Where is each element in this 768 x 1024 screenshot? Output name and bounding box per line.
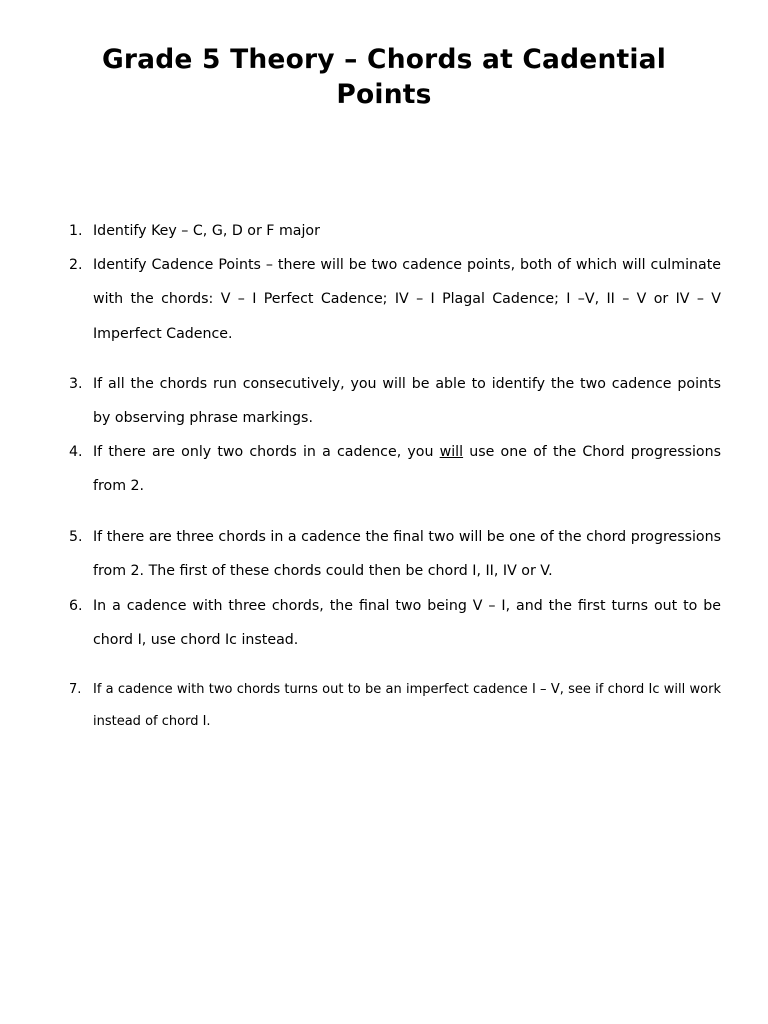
list-item-text [93, 435, 721, 504]
list-item-7 [69, 674, 721, 738]
list-item-3 [69, 367, 721, 436]
list-item-1 [69, 214, 721, 248]
list-item-number: 3. [69, 376, 83, 392]
page-title: Grade 5 Theory – Chords at Cadential Points [101, 44, 667, 110]
list-item-text: Identify Key – C, G, D or F major [93, 223, 320, 239]
list-item-number: 4. [69, 444, 83, 460]
list-item-number: 5. [69, 529, 83, 545]
list-item-number: 1. [69, 223, 83, 239]
list-item-text: Identify Cadence Points – there will be two cadence points, both of which will culminate with the chords: V – I Perfect Cadence; IV – I Plagal Cadence; I –V, II – V or IV – V Imperfect Cadence. [93, 257, 721, 342]
list-item-text-end: use one of the Chord progressions from 2. [93, 444, 721, 495]
emphasis-will: will [439, 444, 464, 460]
list-item-4 [69, 435, 721, 504]
list-item-6 [69, 589, 721, 658]
list-item-number: 6. [69, 598, 83, 614]
list-item-text-start: If there are only two chords in a cadence, you [93, 444, 440, 460]
list-item-text: In a cadence with three chords, the final two being V – I, and the first turns out to be chord I, use chord Ic instead. [93, 598, 721, 649]
list-item-text: If there are three chords in a cadence the final two will be one of the chord progressions from 2. The first of these chords could then be chord I, II, IV or V. [93, 529, 721, 580]
list-item-text: If a cadence with two chords turns out to be an imperfect cadence I – V, see if chord Ic will work instead of chord I. [93, 682, 721, 729]
list-item-number: 2. [69, 257, 83, 273]
list-item-number: 7. [69, 682, 82, 697]
list-item-5 [69, 520, 721, 589]
list-item-text: If all the chords run consecutively, you will be able to identify the two cadence points by observing phrase markings. [93, 376, 721, 427]
list-item-2 [69, 248, 721, 351]
